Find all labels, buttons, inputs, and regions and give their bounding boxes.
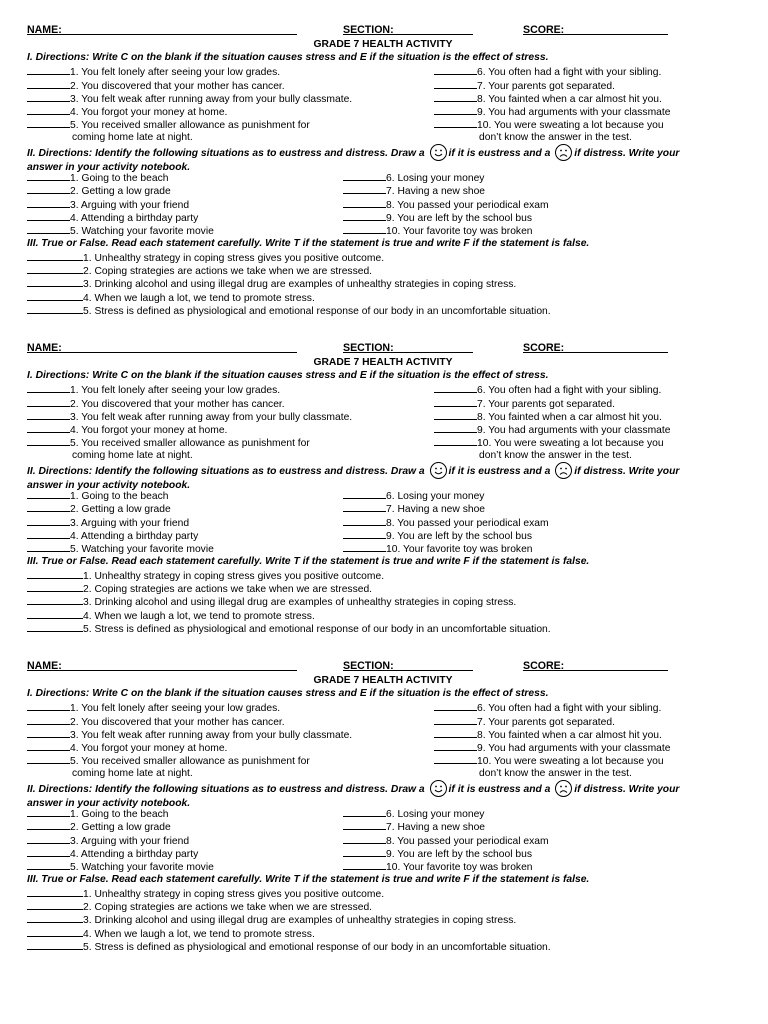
item-row (27, 926, 739, 939)
part3-directions: III. True or False. Read each statement carefully. Write T if the statement is true and write F if the statement is false. (27, 237, 590, 249)
part1-items (27, 64, 739, 144)
part1-item-7: 7. Your parents got separated. (477, 398, 615, 410)
item-row (27, 263, 739, 276)
sad-face-icon (555, 462, 572, 479)
item-row (27, 170, 739, 183)
item-row (27, 833, 739, 846)
part1-item-5-cont: coming home late at night. (72, 767, 193, 779)
part2-item-7: 7. Having a new shoe (386, 822, 486, 834)
item-row (27, 541, 739, 554)
part2-item-9: 9. You are left by the school bus (386, 848, 532, 860)
answer-blank[interactable] (27, 806, 70, 817)
part1-item-6: 6. You often had a fight with your sibling. (477, 385, 662, 397)
part2-item-2: 2. Getting a low grade (70, 822, 171, 834)
part2-item-3: 3. Arguing with your friend (70, 199, 190, 211)
part2-item-10: 10. Your favorite toy was broken (386, 862, 533, 874)
part1-item-9: 9. You had arguments with your classmate (477, 743, 671, 755)
part3-items (27, 250, 739, 316)
part1-item-2: 2. You discovered that your mother has cancer. (70, 716, 285, 728)
part1-items (27, 382, 739, 462)
part2-items (27, 488, 739, 554)
answer-blank[interactable] (27, 700, 70, 711)
answer-blank[interactable] (27, 899, 83, 910)
part3-items (27, 568, 739, 634)
answer-blank[interactable] (27, 183, 70, 194)
name-section-score-header (27, 24, 739, 38)
activity-title: GRADE 7 HEALTH ACTIVITY (313, 39, 453, 50)
part2-item-1: 1. Going to the beach (70, 173, 169, 185)
answer-blank[interactable] (343, 197, 386, 208)
answer-blank[interactable] (434, 727, 477, 738)
answer-blank[interactable] (27, 223, 70, 234)
answer-blank[interactable] (27, 303, 83, 314)
part1-item-7: 7. Your parents got separated. (477, 80, 615, 92)
part2-directions: II. Directions: Identify the following situations as to eustress and distress. Draw a if it is eustress and a if distress. Write your answer in your activity notebook. (27, 780, 739, 806)
answer-blank[interactable] (434, 396, 477, 407)
score-label: SCORE: (523, 342, 565, 354)
item-row (27, 846, 739, 859)
answer-blank[interactable] (27, 64, 70, 75)
answer-blank[interactable] (343, 541, 386, 552)
answer-blank[interactable] (27, 501, 70, 512)
part2-items (27, 806, 739, 872)
item-row (27, 183, 739, 196)
part3-item-5: 5. Stress is defined as physiological and emotional response of our body in an uncomfortable situation. (83, 306, 551, 318)
part2-item-4: 4. Attending a birthday party (70, 848, 199, 860)
answer-blank[interactable] (343, 223, 386, 234)
answer-blank[interactable] (27, 926, 83, 937)
part2-item-9: 9. You are left by the school bus (386, 212, 532, 224)
answer-blank[interactable] (27, 740, 70, 751)
part2-item-8: 8. You passed your periodical exam (386, 517, 549, 529)
part2-item-3: 3. Arguing with your friend (70, 517, 190, 529)
item-row (27, 382, 739, 395)
part2-item-10: 10. Your favorite toy was broken (386, 226, 533, 238)
part1-item-5: 5. You received smaller allowance as punishment for (70, 756, 310, 768)
part1-item-5: 5. You received smaller allowance as punishment for (70, 120, 310, 132)
part3-item-4: 4. When we laugh a lot, we tend to promote stress. (83, 610, 315, 622)
answer-blank[interactable] (343, 210, 386, 221)
item-row (27, 117, 739, 130)
part3-item-2: 2. Coping strategies are actions we take when we are stressed. (83, 266, 373, 278)
item-row (27, 223, 739, 236)
part1-item-10: 10. You were sweating a lot because you (477, 438, 664, 450)
item-row (27, 912, 739, 925)
answer-blank[interactable] (434, 117, 477, 128)
sad-face-icon (555, 144, 572, 161)
part3-item-3: 3. Drinking alcohol and using illegal drug are examples of unhealthy strategies in coping stress. (83, 279, 517, 291)
item-row (27, 131, 739, 144)
answer-blank[interactable] (27, 568, 83, 579)
sad-face-icon (555, 780, 572, 797)
activity-title: GRADE 7 HEALTH ACTIVITY (313, 675, 453, 686)
answer-blank[interactable] (343, 488, 386, 499)
answer-blank[interactable] (27, 753, 70, 764)
activity-sheet-3 (27, 660, 739, 952)
answer-blank[interactable] (27, 714, 70, 725)
part3-item-3: 3. Drinking alcohol and using illegal drug are examples of unhealthy strategies in coping stress. (83, 597, 517, 609)
item-row (27, 396, 739, 409)
part1-item-4: 4. You forgot your money at home. (70, 425, 228, 437)
section-label: SECTION: (343, 24, 394, 36)
part1-item-3: 3. You felt weak after running away from your bully classmate. (70, 729, 353, 741)
answer-blank[interactable] (343, 806, 386, 817)
part3-item-1: 1. Unhealthy strategy in coping stress gives you positive outcome. (83, 252, 385, 264)
item-row (27, 250, 739, 263)
answer-blank[interactable] (434, 409, 477, 420)
part1-item-7: 7. Your parents got separated. (477, 716, 615, 728)
answer-blank[interactable] (434, 714, 477, 725)
part2-item-5: 5. Watching your favorite movie (70, 544, 214, 556)
part3-item-2: 2. Coping strategies are actions we take when we are stressed. (83, 584, 373, 596)
section-field[interactable] (343, 660, 473, 671)
item-row (27, 78, 739, 91)
smiley-face-icon (430, 780, 447, 797)
part3-item-1: 1. Unhealthy strategy in coping stress gives you positive outcome. (83, 888, 385, 900)
name-section-score-header (27, 342, 739, 356)
part1-directions: I. Directions: Write C on the blank if the situation causes stress and E if the situation is the effect of stress. (27, 52, 549, 63)
part1-item-10: 10. You were sweating a lot because you (477, 120, 664, 132)
item-row (27, 210, 739, 223)
part1-item-4: 4. You forgot your money at home. (70, 743, 228, 755)
section-field[interactable] (343, 342, 473, 353)
part2-item-4: 4. Attending a birthday party (70, 530, 199, 542)
part1-item-8: 8. You fainted when a car almost hit you. (477, 729, 662, 741)
part2-item-3: 3. Arguing with your friend (70, 835, 190, 847)
item-row (27, 568, 739, 581)
part1-items (27, 700, 739, 780)
item-row (27, 515, 739, 528)
part1-item-5: 5. You received smaller allowance as punishment for (70, 438, 310, 450)
name-field[interactable] (27, 660, 297, 671)
smiley-face-icon (430, 462, 447, 479)
answer-blank[interactable] (434, 422, 477, 433)
item-row (27, 608, 739, 621)
answer-blank[interactable] (27, 91, 70, 102)
part1-item-8: 8. You fainted when a car almost hit you. (477, 411, 662, 423)
item-row (27, 409, 739, 422)
item-row (27, 449, 739, 462)
part2-item-2: 2. Getting a low grade (70, 504, 171, 516)
part1-item-10: 10. You were sweating a lot because you (477, 756, 664, 768)
answer-blank[interactable] (27, 396, 70, 407)
part3-item-5: 5. Stress is defined as physiological and emotional response of our body in an uncomfortable situation. (83, 942, 551, 954)
item-row (27, 435, 739, 448)
item-row (27, 899, 739, 912)
part2-item-5: 5. Watching your favorite movie (70, 226, 214, 238)
answer-blank[interactable] (27, 382, 70, 393)
answer-blank[interactable] (27, 170, 70, 181)
answer-blank[interactable] (27, 581, 83, 592)
item-row (27, 939, 739, 952)
answer-blank[interactable] (343, 819, 386, 830)
part2-item-1: 1. Going to the beach (70, 491, 169, 503)
answer-blank[interactable] (434, 740, 477, 751)
item-row (27, 714, 739, 727)
part1-item-2: 2. You discovered that your mother has cancer. (70, 80, 285, 92)
score-field[interactable] (523, 660, 668, 671)
answer-blank[interactable] (27, 819, 70, 830)
part1-item-4: 4. You forgot your money at home. (70, 107, 228, 119)
part1-directions: I. Directions: Write C on the blank if the situation causes stress and E if the situation is the effect of stress. (27, 688, 549, 699)
answer-blank[interactable] (27, 515, 70, 526)
score-field[interactable] (523, 24, 668, 35)
part1-item-5-cont: coming home late at night. (72, 449, 193, 461)
part2-item-8: 8. You passed your periodical exam (386, 199, 549, 211)
answer-blank[interactable] (343, 170, 386, 181)
part1-item-10-cont: don’t know the answer in the test. (479, 131, 632, 143)
answer-blank[interactable] (27, 939, 83, 950)
part3-item-4: 4. When we laugh a lot, we tend to promote stress. (83, 292, 315, 304)
part1-directions: I. Directions: Write C on the blank if the situation causes stress and E if the situation is the effect of stress. (27, 370, 549, 381)
part3-items (27, 886, 739, 952)
part3-item-5: 5. Stress is defined as physiological and emotional response of our body in an uncomfortable situation. (83, 624, 551, 636)
item-row (27, 753, 739, 766)
part2-item-1: 1. Going to the beach (70, 809, 169, 821)
name-field[interactable] (27, 342, 297, 353)
item-row (27, 727, 739, 740)
item-row (27, 700, 739, 713)
part2-directions: II. Directions: Identify the following situations as to eustress and distress. Draw a if it is eustress and a if distress. Write your answer in your activity notebook. (27, 144, 739, 170)
item-row (27, 104, 739, 117)
item-row (27, 303, 739, 316)
item-row (27, 621, 739, 634)
name-field[interactable] (27, 24, 297, 35)
activity-sheet-2 (27, 342, 739, 634)
name-label: NAME: (27, 342, 62, 354)
answer-blank[interactable] (27, 608, 83, 619)
part2-item-7: 7. Having a new shoe (386, 186, 486, 198)
part2-item-2: 2. Getting a low grade (70, 186, 171, 198)
smiley-face-icon (430, 144, 447, 161)
answer-blank[interactable] (343, 528, 386, 539)
part2-item-6: 6. Losing your money (386, 173, 485, 185)
part2-item-7: 7. Having a new shoe (386, 504, 486, 516)
part3-item-1: 1. Unhealthy strategy in coping stress gives you positive outcome. (83, 570, 385, 582)
part3-directions: III. True or False. Read each statement carefully. Write T if the statement is true and write F if the statement is false. (27, 555, 590, 567)
answer-blank[interactable] (434, 435, 477, 446)
item-row (27, 767, 739, 780)
item-row (27, 594, 739, 607)
name-label: NAME: (27, 24, 62, 36)
answer-blank[interactable] (434, 78, 477, 89)
answer-blank[interactable] (27, 859, 70, 870)
answer-blank[interactable] (27, 435, 70, 446)
answer-blank[interactable] (27, 210, 70, 221)
answer-blank[interactable] (434, 382, 477, 393)
score-label: SCORE: (523, 24, 565, 36)
item-row (27, 197, 739, 210)
answer-blank[interactable] (27, 290, 83, 301)
activity-title: GRADE 7 HEALTH ACTIVITY (313, 357, 453, 368)
answer-blank[interactable] (27, 117, 70, 128)
part3-item-3: 3. Drinking alcohol and using illegal drug are examples of unhealthy strategies in coping stress. (83, 915, 517, 927)
item-row (27, 276, 739, 289)
answer-blank[interactable] (27, 250, 83, 261)
name-section-score-header (27, 660, 739, 674)
answer-blank[interactable] (434, 700, 477, 711)
part1-item-5-cont: coming home late at night. (72, 131, 193, 143)
part2-item-6: 6. Losing your money (386, 491, 485, 503)
answer-blank[interactable] (343, 833, 386, 844)
section-field[interactable] (343, 24, 473, 35)
part2-item-5: 5. Watching your favorite movie (70, 862, 214, 874)
section-label: SECTION: (343, 342, 394, 354)
answer-blank[interactable] (27, 594, 83, 605)
part1-item-6: 6. You often had a fight with your sibling. (477, 67, 662, 79)
answer-blank[interactable] (27, 263, 83, 274)
activity-sheet-1 (27, 24, 739, 316)
part2-item-9: 9. You are left by the school bus (386, 530, 532, 542)
section-label: SECTION: (343, 660, 394, 672)
item-row (27, 806, 739, 819)
answer-blank[interactable] (27, 846, 70, 857)
answer-blank[interactable] (27, 886, 83, 897)
part1-item-1: 1. You felt lonely after seeing your low grades. (70, 67, 281, 79)
item-row (27, 528, 739, 541)
answer-blank[interactable] (434, 104, 477, 115)
answer-blank[interactable] (343, 846, 386, 857)
item-row (27, 91, 739, 104)
answer-blank[interactable] (27, 488, 70, 499)
answer-blank[interactable] (27, 197, 70, 208)
item-row (27, 740, 739, 753)
part2-item-6: 6. Losing your money (386, 809, 485, 821)
item-row (27, 422, 739, 435)
answer-blank[interactable] (343, 183, 386, 194)
item-row (27, 488, 739, 501)
part1-item-3: 3. You felt weak after running away from your bully classmate. (70, 411, 353, 423)
answer-blank[interactable] (343, 515, 386, 526)
part1-item-1: 1. You felt lonely after seeing your low grades. (70, 385, 281, 397)
answer-blank[interactable] (27, 276, 83, 287)
answer-blank[interactable] (27, 912, 83, 923)
item-row (27, 819, 739, 832)
answer-blank[interactable] (27, 422, 70, 433)
answer-blank[interactable] (27, 621, 83, 632)
item-row (27, 581, 739, 594)
part2-items (27, 170, 739, 236)
score-label: SCORE: (523, 660, 565, 672)
answer-blank[interactable] (343, 859, 386, 870)
part2-item-8: 8. You passed your periodical exam (386, 835, 549, 847)
answer-blank[interactable] (27, 727, 70, 738)
item-row (27, 501, 739, 514)
answer-blank[interactable] (27, 409, 70, 420)
part1-item-3: 3. You felt weak after running away from your bully classmate. (70, 93, 353, 105)
answer-blank[interactable] (434, 64, 477, 75)
part1-item-8: 8. You fainted when a car almost hit you. (477, 93, 662, 105)
answer-blank[interactable] (27, 833, 70, 844)
part2-directions: II. Directions: Identify the following situations as to eustress and distress. Draw a if it is eustress and a if distress. Write your answer in your activity notebook. (27, 462, 739, 488)
part1-item-1: 1. You felt lonely after seeing your low grades. (70, 703, 281, 715)
item-row (27, 64, 739, 77)
answer-blank[interactable] (27, 78, 70, 89)
part2-item-4: 4. Attending a birthday party (70, 212, 199, 224)
part1-item-6: 6. You often had a fight with your sibling. (477, 703, 662, 715)
item-row (27, 886, 739, 899)
answer-blank[interactable] (27, 541, 70, 552)
part1-item-2: 2. You discovered that your mother has cancer. (70, 398, 285, 410)
answer-blank[interactable] (434, 753, 477, 764)
part2-item-10: 10. Your favorite toy was broken (386, 544, 533, 556)
part1-item-9: 9. You had arguments with your classmate (477, 425, 671, 437)
answer-blank[interactable] (27, 104, 70, 115)
answer-blank[interactable] (343, 501, 386, 512)
part3-directions: III. True or False. Read each statement carefully. Write T if the statement is true and write F if the statement is false. (27, 873, 590, 885)
item-row (27, 859, 739, 872)
part1-item-9: 9. You had arguments with your classmate (477, 107, 671, 119)
part3-item-2: 2. Coping strategies are actions we take when we are stressed. (83, 902, 373, 914)
part1-item-10-cont: don’t know the answer in the test. (479, 767, 632, 779)
item-row (27, 290, 739, 303)
score-field[interactable] (523, 342, 668, 353)
name-label: NAME: (27, 660, 62, 672)
answer-blank[interactable] (27, 528, 70, 539)
part3-item-4: 4. When we laugh a lot, we tend to promote stress. (83, 928, 315, 940)
part1-item-10-cont: don’t know the answer in the test. (479, 449, 632, 461)
answer-blank[interactable] (434, 91, 477, 102)
